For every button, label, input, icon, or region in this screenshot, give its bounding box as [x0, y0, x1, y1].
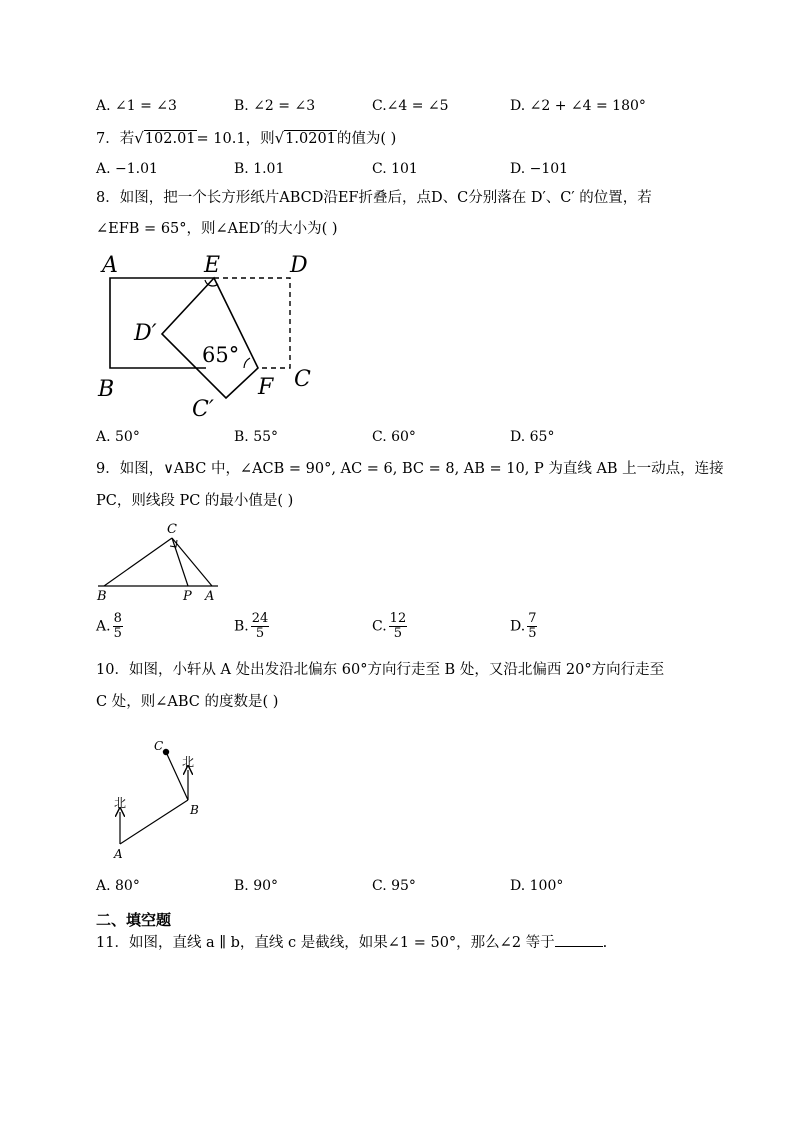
- q9-option-d-den: 5: [528, 626, 537, 641]
- section-heading: 二、填空题: [96, 911, 172, 929]
- q8-label-c-prime: C′: [192, 397, 214, 420]
- q10-figure: [104, 730, 214, 866]
- q9-option-d-fraction: [527, 612, 537, 641]
- sqrt-sign-icon: √: [274, 129, 285, 147]
- q7-mid: = 10.1，则: [196, 131, 275, 147]
- q8-label-angle: 65°: [202, 343, 240, 367]
- answer-blank[interactable]: [555, 934, 603, 947]
- q11-text: 11．如图，直线 a ∥ b，直线 c 是截线，如果∠1 = 50°，那么∠2 等于: [96, 935, 555, 951]
- q7-sqrt2: 1.0201: [285, 131, 336, 147]
- q8-option-c: C. 60°: [372, 429, 416, 445]
- q9-option-b-num: 24: [251, 611, 269, 626]
- q7-prefix: 7．若: [96, 131, 135, 147]
- q7-option-b: B. 1.01: [234, 161, 285, 177]
- sqrt-sign-icon: √: [134, 129, 144, 147]
- q10-line2: C 处，则∠ABC 的度数是( ): [96, 694, 279, 710]
- q9-option-a: [96, 612, 123, 641]
- q7-suffix: 的值为( ): [336, 131, 397, 147]
- q11-end: .: [602, 935, 608, 951]
- q8-label-d: D: [290, 253, 308, 278]
- q11-question: [96, 934, 607, 952]
- q10-label-b: B: [190, 803, 199, 817]
- q8-option-d: D. 65°: [510, 429, 555, 445]
- q9-option-b-fraction: [251, 612, 270, 641]
- q8-angle-arc-f: [244, 358, 250, 368]
- q9-option-a-num: 8: [113, 611, 122, 626]
- q8-folded-shape: [162, 278, 258, 398]
- q8-line2: ∠EFB = 65°，则∠AED′的大小为( ): [96, 221, 338, 237]
- q7-option-a: A. −1.01: [96, 161, 158, 177]
- q6-option-d: D. ∠2 + ∠4 = 180°: [510, 98, 646, 114]
- q9-option-c: [372, 612, 407, 641]
- q7-sqrt1: 102.01: [144, 131, 196, 147]
- q10-label-north-a: 北: [114, 796, 127, 810]
- q9-line2: PC，则线段 PC 的最小值是( ): [96, 493, 294, 509]
- q9-label-b: B: [97, 589, 107, 604]
- q9-option-a-letter: A.: [96, 618, 111, 635]
- q10-label-c: C: [154, 739, 164, 753]
- q7-option-c: C. 101: [372, 161, 418, 177]
- q9-line-bc: [104, 538, 172, 586]
- q7-option-d: D. −101: [510, 161, 569, 177]
- q9-label-c: C: [167, 522, 177, 537]
- q9-option-b-den: 5: [255, 626, 265, 641]
- q9-option-a-den: 5: [113, 626, 122, 641]
- q8-figure: [96, 248, 326, 420]
- q10-label-north-b: 北: [182, 755, 195, 769]
- q8-label-e: E: [204, 253, 221, 278]
- q9-option-b: [234, 612, 269, 641]
- q9-option-c-num: 12: [389, 611, 407, 626]
- q8-label-f: F: [258, 375, 274, 400]
- q9-option-d-letter: D.: [510, 618, 526, 635]
- q9-line1: 9．如图，∨ABC 中，∠ACB = 90°, AC = 6, BC = 8, AB = 10, P 为直线 AB 上一动点，连接: [96, 461, 724, 477]
- q9-label-a: A: [205, 589, 215, 604]
- q9-option-c-den: 5: [393, 626, 403, 641]
- q9-figure: [94, 518, 226, 604]
- q9-option-c-letter: C.: [372, 618, 387, 635]
- q10-option-a: A. 80°: [96, 878, 140, 894]
- q8-line1: 8．如图，把一个长方形纸片ABCD沿EF折叠后，点D、C分别落在 D′、C′ 的位置，若: [96, 190, 652, 206]
- q9-option-d-num: 7: [528, 611, 537, 626]
- q10-line-ab: [120, 800, 188, 844]
- q10-option-c: C. 95°: [372, 878, 416, 894]
- q10-option-d: D. 100°: [510, 878, 564, 894]
- q7-question: [96, 129, 396, 148]
- q8-option-b: B. 55°: [234, 429, 279, 445]
- q6-option-b: B. ∠2 = ∠3: [234, 98, 316, 114]
- q10-label-a: A: [114, 847, 123, 861]
- q6-option-a: A. ∠1 = ∠3: [96, 98, 177, 114]
- q8-label-b: B: [98, 377, 115, 402]
- q9-option-d: [510, 612, 537, 641]
- q8-option-a: A. 50°: [96, 429, 140, 445]
- q10-line1: 10．如图，小轩从 A 处出发沿北偏东 60°方向行走至 B 处，又沿北偏西 20°方向行走至: [96, 662, 665, 678]
- q8-label-d-prime: D′: [134, 321, 157, 346]
- q9-line-cp: [172, 538, 188, 586]
- q10-option-b: B. 90°: [234, 878, 279, 894]
- q9-line-ca: [172, 538, 212, 586]
- q9-option-a-fraction: [113, 612, 123, 641]
- q8-label-a: A: [102, 253, 118, 278]
- q8-label-c: C: [294, 367, 311, 392]
- q9-option-b-letter: B.: [234, 618, 249, 635]
- q9-label-p: P: [183, 589, 192, 604]
- q10-point-c: [163, 749, 169, 755]
- q6-option-c: C.∠4 = ∠5: [372, 98, 449, 114]
- q8-rect-solid: [110, 278, 214, 368]
- q9-option-c-fraction: [389, 612, 408, 641]
